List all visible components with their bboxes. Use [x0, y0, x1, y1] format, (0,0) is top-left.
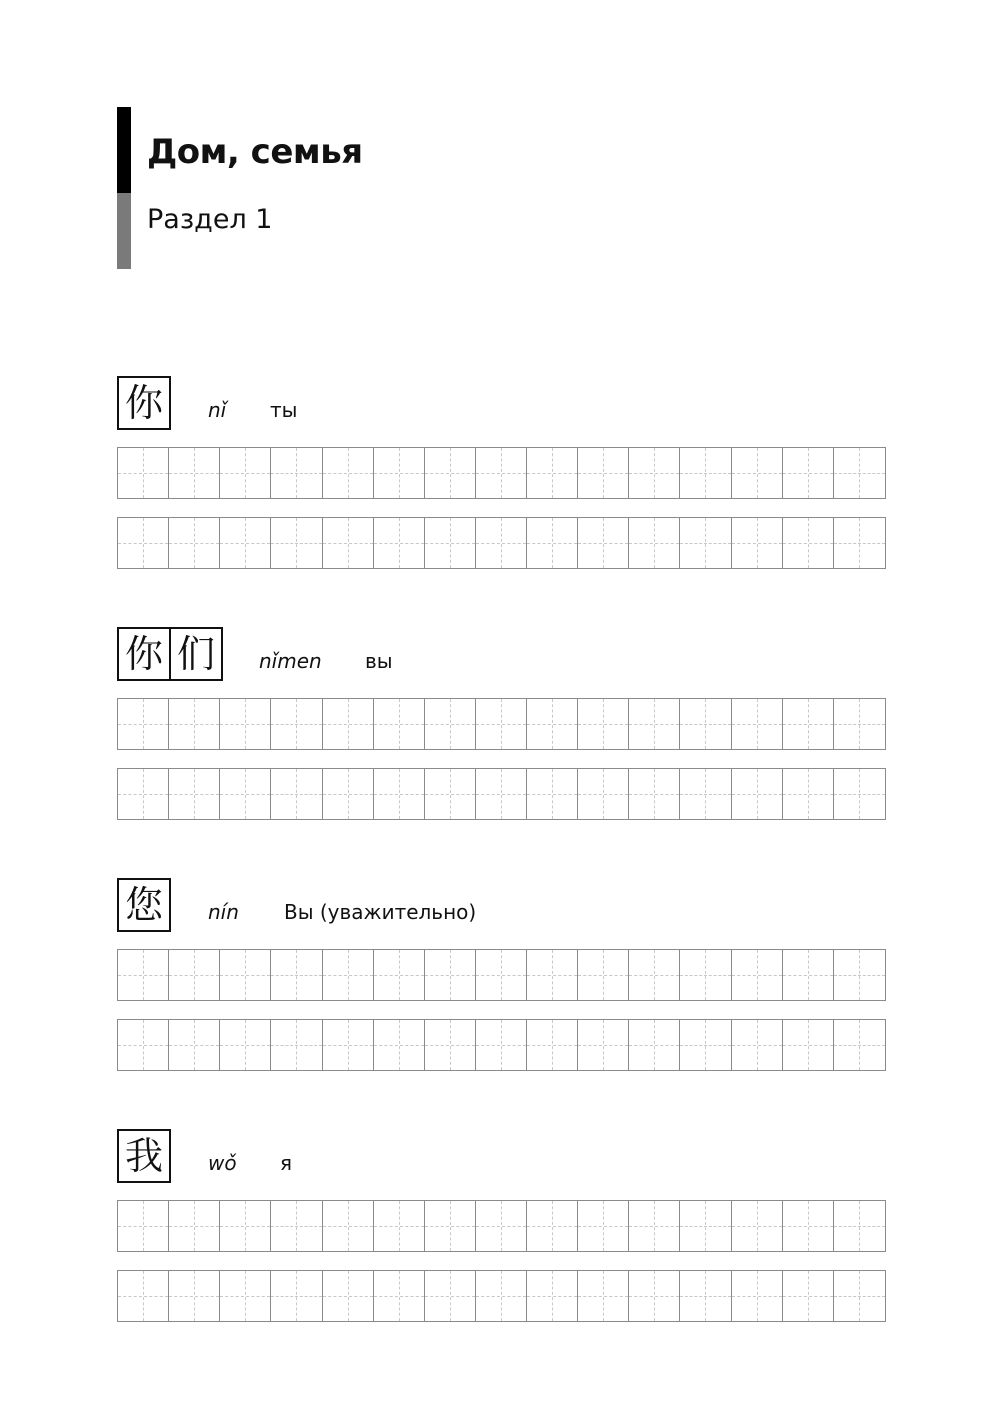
translation: ты: [270, 398, 298, 422]
practice-cell[interactable]: [220, 1201, 271, 1251]
practice-cell[interactable]: [425, 950, 476, 1000]
practice-cell[interactable]: [783, 1271, 834, 1321]
practice-cell[interactable]: [629, 1271, 680, 1321]
practice-cell[interactable]: [425, 518, 476, 568]
practice-cell[interactable]: [425, 1201, 476, 1251]
practice-cell[interactable]: [680, 518, 731, 568]
practice-cell[interactable]: [476, 518, 527, 568]
practice-cell[interactable]: [476, 448, 527, 498]
practice-grid-row[interactable]: [117, 1019, 886, 1071]
practice-grid-row[interactable]: [117, 517, 886, 569]
practice-cell[interactable]: [527, 1020, 578, 1070]
practice-cell[interactable]: [169, 518, 220, 568]
practice-cell[interactable]: [323, 448, 374, 498]
hanzi-box: 你: [117, 627, 171, 681]
practice-cell[interactable]: [118, 1201, 169, 1251]
practice-grid-row[interactable]: [117, 768, 886, 820]
practice-cell[interactable]: [118, 518, 169, 568]
practice-cell[interactable]: [476, 1201, 527, 1251]
practice-cell[interactable]: [476, 769, 527, 819]
translation: вы: [365, 649, 393, 673]
hanzi-boxes: [117, 878, 169, 932]
practice-cell[interactable]: [476, 1020, 527, 1070]
practice-cell[interactable]: [425, 1271, 476, 1321]
hanzi-boxes: [117, 1129, 169, 1183]
practice-cell[interactable]: [271, 448, 322, 498]
practice-cell[interactable]: [323, 769, 374, 819]
practice-cell[interactable]: [271, 1020, 322, 1070]
practice-cell[interactable]: [578, 1201, 629, 1251]
header-accent-bar-top: [117, 107, 131, 193]
practice-cell[interactable]: [527, 1201, 578, 1251]
vocab-entry: [117, 878, 887, 932]
practice-cell[interactable]: [578, 518, 629, 568]
practice-cell[interactable]: [680, 1020, 731, 1070]
practice-cell[interactable]: [527, 950, 578, 1000]
practice-grid-row[interactable]: [117, 447, 886, 499]
practice-cell[interactable]: [783, 1020, 834, 1070]
practice-cell[interactable]: [834, 448, 885, 498]
practice-cell[interactable]: [323, 699, 374, 749]
practice-cell[interactable]: [732, 518, 783, 568]
practice-cell[interactable]: [732, 1020, 783, 1070]
practice-cell[interactable]: [271, 950, 322, 1000]
translation: я: [280, 1151, 293, 1175]
practice-cell[interactable]: [118, 769, 169, 819]
practice-cell[interactable]: [834, 699, 885, 749]
practice-cell[interactable]: [527, 769, 578, 819]
practice-cell[interactable]: [629, 1020, 680, 1070]
practice-cell[interactable]: [323, 1201, 374, 1251]
section-subtitle: Раздел 1: [147, 204, 273, 235]
hanzi-boxes: [117, 376, 169, 430]
pinyin: nín: [208, 900, 239, 924]
practice-cell[interactable]: [783, 518, 834, 568]
practice-cell[interactable]: [425, 769, 476, 819]
practice-cell[interactable]: [374, 518, 425, 568]
practice-grid-row[interactable]: [117, 949, 886, 1001]
practice-cell[interactable]: [834, 1201, 885, 1251]
practice-cell[interactable]: [680, 448, 731, 498]
practice-cell[interactable]: [680, 1201, 731, 1251]
practice-grid-row[interactable]: [117, 698, 886, 750]
practice-cell[interactable]: [220, 1020, 271, 1070]
practice-cell[interactable]: [783, 950, 834, 1000]
pinyin: wǒ: [208, 1151, 237, 1175]
hanzi-box: 您: [117, 878, 171, 932]
practice-cell[interactable]: [323, 950, 374, 1000]
practice-cell[interactable]: [374, 448, 425, 498]
hanzi-box: 你: [117, 376, 171, 430]
practice-cell[interactable]: [220, 699, 271, 749]
practice-cell[interactable]: [834, 950, 885, 1000]
practice-cell[interactable]: [169, 1201, 220, 1251]
vocab-entry: [117, 376, 887, 430]
practice-cell[interactable]: [732, 1271, 783, 1321]
practice-cell[interactable]: [527, 1271, 578, 1321]
practice-cell[interactable]: [578, 448, 629, 498]
practice-cell[interactable]: [118, 448, 169, 498]
practice-cell[interactable]: [169, 950, 220, 1000]
practice-cell[interactable]: [629, 1201, 680, 1251]
practice-cell[interactable]: [220, 518, 271, 568]
vocab-entry: [117, 1129, 887, 1183]
practice-cell[interactable]: [527, 518, 578, 568]
practice-cell[interactable]: [834, 1271, 885, 1321]
practice-cell[interactable]: [783, 699, 834, 749]
practice-cell[interactable]: [834, 518, 885, 568]
practice-cell[interactable]: [425, 699, 476, 749]
practice-cell[interactable]: [578, 1271, 629, 1321]
practice-cell[interactable]: [220, 1271, 271, 1321]
practice-cell[interactable]: [834, 769, 885, 819]
practice-cell[interactable]: [629, 950, 680, 1000]
practice-cell[interactable]: [578, 950, 629, 1000]
practice-cell[interactable]: [271, 1271, 322, 1321]
practice-cell[interactable]: [220, 448, 271, 498]
practice-cell[interactable]: [169, 1020, 220, 1070]
practice-cell[interactable]: [323, 1271, 374, 1321]
practice-cell[interactable]: [680, 769, 731, 819]
practice-cell[interactable]: [578, 699, 629, 749]
practice-cell[interactable]: [323, 1020, 374, 1070]
practice-cell[interactable]: [220, 769, 271, 819]
hanzi-box: 们: [169, 627, 223, 681]
practice-cell[interactable]: [680, 1271, 731, 1321]
practice-cell[interactable]: [374, 1201, 425, 1251]
practice-cell[interactable]: [374, 769, 425, 819]
practice-cell[interactable]: [118, 1271, 169, 1321]
practice-cell[interactable]: [629, 448, 680, 498]
practice-cell[interactable]: [783, 1201, 834, 1251]
hanzi-boxes: [117, 627, 221, 681]
practice-cell[interactable]: [425, 1020, 476, 1070]
practice-cell[interactable]: [271, 518, 322, 568]
practice-cell[interactable]: [374, 1020, 425, 1070]
practice-cell[interactable]: [732, 448, 783, 498]
practice-cell[interactable]: [169, 448, 220, 498]
practice-cell[interactable]: [680, 950, 731, 1000]
practice-cell[interactable]: [476, 1271, 527, 1321]
practice-cell[interactable]: [271, 1201, 322, 1251]
practice-cell[interactable]: [834, 1020, 885, 1070]
practice-cell[interactable]: [476, 699, 527, 749]
translation: Вы (уважительно): [284, 900, 477, 924]
practice-cell[interactable]: [118, 950, 169, 1000]
practice-cell[interactable]: [323, 518, 374, 568]
practice-cell[interactable]: [732, 950, 783, 1000]
practice-cell[interactable]: [271, 699, 322, 749]
practice-cell[interactable]: [220, 950, 271, 1000]
practice-cell[interactable]: [425, 448, 476, 498]
practice-cell[interactable]: [118, 699, 169, 749]
practice-cell[interactable]: [680, 699, 731, 749]
practice-cell[interactable]: [476, 950, 527, 1000]
practice-cell[interactable]: [629, 518, 680, 568]
practice-cell[interactable]: [783, 448, 834, 498]
pinyin: nǐmen: [259, 649, 322, 673]
practice-cell[interactable]: [169, 769, 220, 819]
page-title: Дом, семья: [147, 132, 363, 172]
practice-cell[interactable]: [732, 769, 783, 819]
practice-cell[interactable]: [732, 1201, 783, 1251]
vocab-entry: [117, 627, 887, 681]
practice-cell[interactable]: [374, 950, 425, 1000]
header-accent-bar-bottom: [117, 193, 131, 269]
practice-cell[interactable]: [271, 769, 322, 819]
practice-cell[interactable]: [732, 699, 783, 749]
practice-cell[interactable]: [527, 448, 578, 498]
pinyin: nǐ: [208, 398, 227, 422]
practice-cell[interactable]: [527, 699, 578, 749]
practice-grid-row[interactable]: [117, 1200, 886, 1252]
practice-cell[interactable]: [629, 769, 680, 819]
hanzi-box: 我: [117, 1129, 171, 1183]
practice-cell[interactable]: [629, 699, 680, 749]
practice-grid-row[interactable]: [117, 1270, 886, 1322]
practice-cell[interactable]: [118, 1020, 169, 1070]
practice-cell[interactable]: [578, 769, 629, 819]
practice-cell[interactable]: [578, 1020, 629, 1070]
practice-cell[interactable]: [374, 699, 425, 749]
practice-cell[interactable]: [169, 1271, 220, 1321]
practice-cell[interactable]: [374, 1271, 425, 1321]
practice-cell[interactable]: [783, 769, 834, 819]
practice-cell[interactable]: [169, 699, 220, 749]
